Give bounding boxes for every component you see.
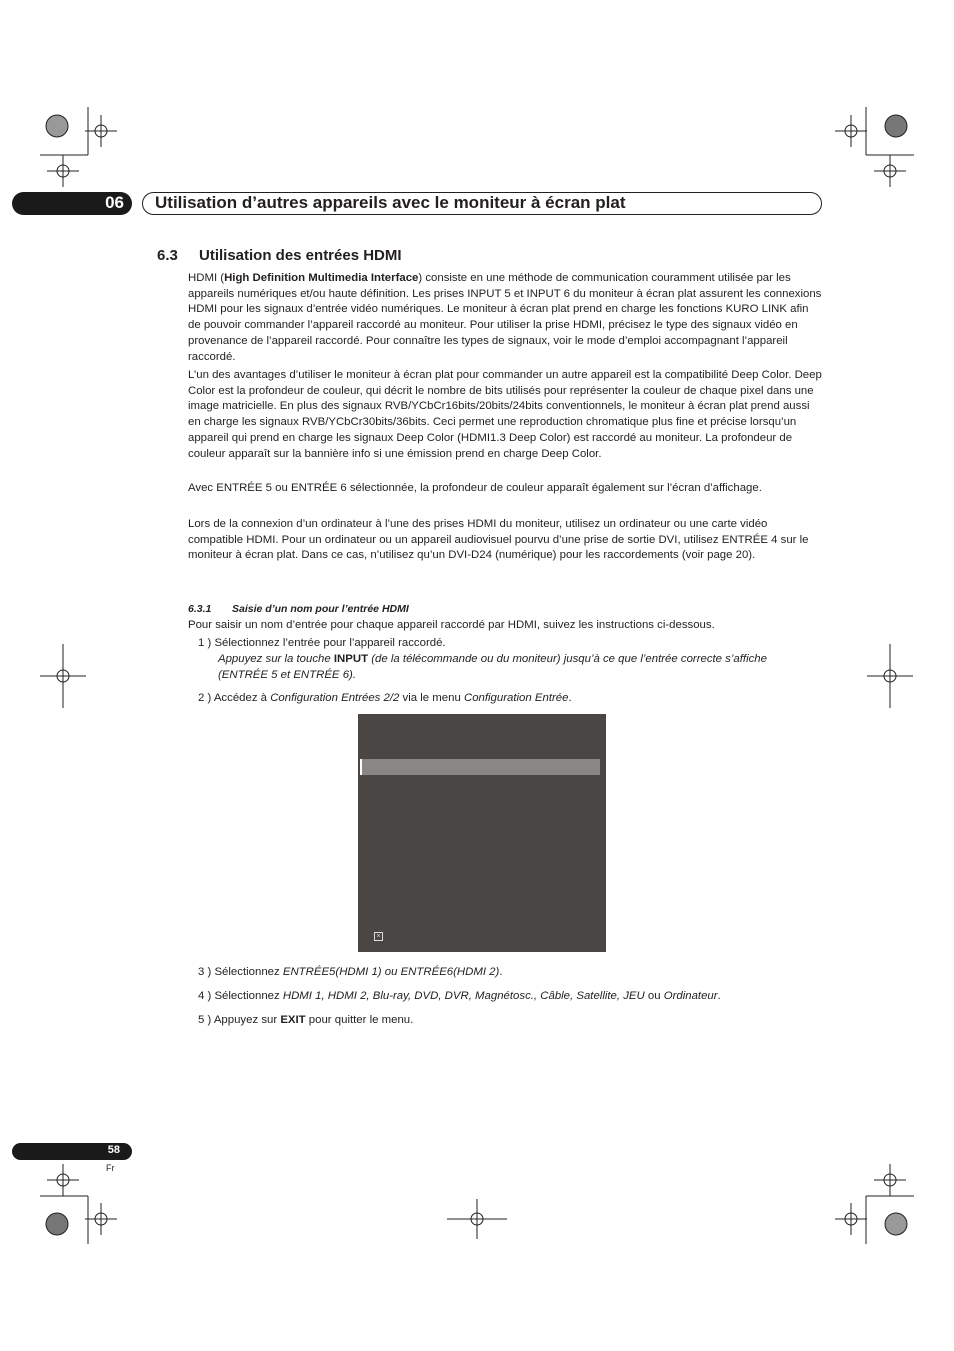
paragraph-deep-color: L’un des avantages d’utiliser le moniteur à écran plat pour commander un autre appareil est la compatibilité Deep Color. Deep Color est la profondeur de couleur, qui décrit le nombre de bits utilisés pour représenter la couleur de chaque pixel dans une image matricielle. En plus des signaux RVB/YCbCr16bits/20bits/24bits conventionnels, le moniteur à écran plat prend aussi en charge les signaux RVB/YCbCr30bits/36bits. Ceci permet une reproduction chromatique plus fine et précise lorsqu’un appareil qui prend en charge les signaux Deep Color (HDMI1.3 Deep Color) est raccordé au moniteur. La profondeur de couleur apparaît sur la bannière info si une émission prend en charge Deep Color. <box>188 369 822 460</box>
s4-list: HDMI 1, HDMI 2, Blu-ray, DVD, DVR, Magnétosc., Câble, Satellite, JEU <box>282 990 645 1002</box>
section-number: 6.3 <box>157 247 178 264</box>
s2-mid: via le menu <box>399 692 464 704</box>
section-title-text: Utilisation des entrées HDMI <box>199 247 402 264</box>
step-1-note <box>218 652 818 683</box>
s2-it2: Configuration Entrée <box>463 692 569 704</box>
page-number: 58 <box>107 1144 120 1156</box>
s5-bold: EXIT <box>280 1014 306 1026</box>
subsection-intro: Pour saisir un nom d’entrée pour chaque appareil raccordé par HDMI, suivez les instructions ci-dessous. <box>188 619 715 631</box>
note-bold: INPUT <box>333 653 369 665</box>
p1-post: ) consiste en une méthode de communication couramment utilisée par les appareils numériques et/ou haute définition. Les prises INPUT 5 et INPUT 6 du moniteur à écran plat assurent les connexions HDMI pour les signaux d’entrée vidéo numériques. Le moniteur à écran plat prend en charge les fonctions KURO LINK afin de pouvoir commander l’appareil raccordé au moniteur. Pour utiliser la prise HDMI, précisez le type des signaux vidéo en provenance de l’appareil raccordé. Pour connaître les types de signaux, voir le mode d’emploi accompagnant l’appareil raccordé. <box>188 272 822 363</box>
s5-pre: 5 ) Appuyez sur <box>198 1014 281 1026</box>
p1-pre: HDMI ( <box>188 272 225 284</box>
section-title <box>157 247 402 264</box>
s5-post: pour quitter le menu. <box>305 1014 414 1026</box>
menu-highlight-bar <box>361 759 600 775</box>
s2-end: . <box>568 692 572 704</box>
subsection-number: 6.3.1 <box>188 603 212 615</box>
s2-it1: Configuration Entrées 2/2 <box>270 692 400 704</box>
language-code: Fr <box>106 1163 115 1173</box>
step-3 <box>198 965 503 981</box>
paragraph-computer: Lors de la connexion d’un ordinateur à l’une des prises HDMI du moniteur, utilisez un ordinateur ou une carte vidéo compatible HDMI. Pour un ordinateur ou un appareil audiovisuel pourvu d’une prise de sortie DVI, utilisez ENTRÉE 4 sur le moniteur à écran plat. Dans ce cas, n’utilisez qu’un DVI-D24 (numérique) pour les raccordements (voir page 20). <box>188 518 809 562</box>
s3-it: ENTRÉE5(HDMI 1) ou ENTRÉE6(HDMI 2) <box>282 966 500 978</box>
menu-screen-illustration <box>358 714 606 952</box>
chapter-title-box <box>142 192 822 215</box>
s4-mid: ou <box>644 990 664 1002</box>
chapter-number: 06 <box>105 193 124 212</box>
s4-pre: 4 ) Sélectionnez <box>198 990 283 1002</box>
subsection-title-text: Saisie d’un nom pour l’entrée HDMI <box>232 603 409 615</box>
paragraph-hdmi-intro <box>188 271 822 365</box>
chapter-title: Utilisation d’autres appareils avec le moniteur à écran plat <box>155 193 626 212</box>
chapter-number-tab <box>12 192 132 215</box>
note-pre: Appuyez sur la touche <box>218 653 334 665</box>
s3-pre: 3 ) Sélectionnez <box>198 966 283 978</box>
step-2 <box>198 691 572 707</box>
step-1: 1 ) Sélectionnez l’entrée pour l’appareil raccordé. <box>198 637 446 649</box>
paragraph-entree-note: Avec ENTRÉE 5 ou ENTRÉE 6 sélectionnée, la profondeur de couleur apparaît également sur l’écran d’affichage. <box>188 482 762 494</box>
step-5 <box>198 1013 413 1029</box>
s4-end: . <box>717 990 721 1002</box>
step-4 <box>198 989 721 1005</box>
p1-bold: High Definition Multimedia Interface <box>224 272 419 284</box>
close-icon: × <box>374 932 383 941</box>
page-number-tab <box>12 1143 132 1160</box>
s2-pre: 2 ) Accédez à <box>198 692 271 704</box>
note-post: (de la télécommande ou du moniteur) jusqu’à ce que l’entrée correcte s’affiche (ENTRÉE 5 et ENTRÉE 6). <box>218 653 767 681</box>
s3-end: . <box>499 966 503 978</box>
menu-cursor <box>360 759 362 775</box>
subsection-title <box>188 603 409 615</box>
s4-it2: Ordinateur <box>663 990 718 1002</box>
